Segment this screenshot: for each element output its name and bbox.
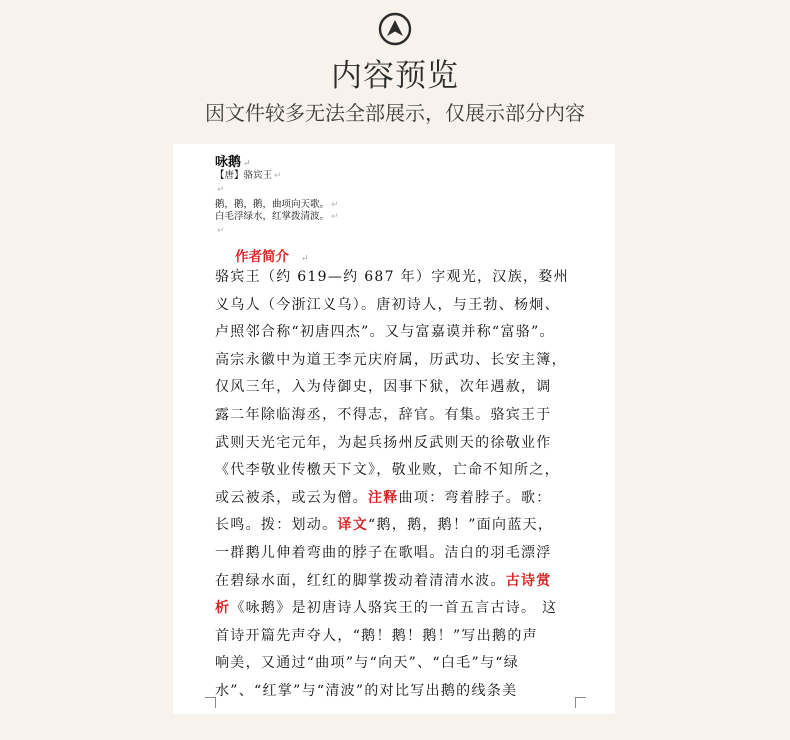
appreciation-label-end: 析: [215, 600, 231, 617]
page-subtitle: 因文件较多无法全部展示，仅展示部分内容: [205, 101, 585, 125]
page-title: 内容预览: [331, 58, 459, 94]
body-line: 响美，又通过“曲项”与“向天”、“白毛”与“绿: [215, 655, 519, 672]
body-line: 或云被杀，或云为僧。注释曲项：弯着脖子。歌：: [215, 489, 552, 506]
body-line: 长鸣。拨：划动。译文“鹅，鹅，鹅！”面向蓝天，: [215, 517, 554, 534]
body-line: 析《咏鹅》是初唐诗人骆宾王的一首五言古诗。 这: [215, 600, 558, 617]
triangle-circle-icon: [378, 12, 412, 46]
blank-line: ↵: [217, 185, 225, 195]
notes-label: 注释: [368, 489, 399, 506]
body-line: 武则天光宅元年，为起兵扬州反武则天的徐敬业作: [215, 434, 552, 451]
body-line: 首诗开篇先声夺人，“鹅！鹅！鹅！”写出鹅的声: [215, 627, 538, 644]
body-line: 在碧绿水面，红红的脚掌拨动着清清水波。古诗赏: [215, 572, 552, 589]
appreciation-label: 古诗赏: [505, 572, 552, 589]
body-line: 一群鹅儿伸着弯曲的脖子在歌唱。洁白的羽毛漂浮: [215, 544, 552, 561]
body-line: 骆宾王（约 619—约 687 年）字观光，汉族，婺州: [215, 269, 569, 285]
document-page[interactable]: [173, 144, 615, 714]
translation-label: 译文: [337, 517, 369, 534]
body-line: 《代李敬业传檄天下文》，敬业败，亡命不知所之，: [215, 462, 560, 479]
poem-line: 白毛浮绿水，红掌拨清波。 ↵: [215, 211, 339, 222]
crop-mark: [205, 697, 216, 708]
section-heading: 作者简介 ↵: [235, 249, 309, 265]
crop-mark: [575, 697, 586, 708]
body-line: 卢照邻合称“初唐四杰”。又与富嘉谟并称“富骆”。: [215, 324, 555, 341]
body-line: 露二年除临海丞，不得志，辞官。有集。骆宾王于: [215, 406, 552, 423]
poem-title: 咏鹅 ↵: [215, 155, 251, 170]
body-line: 义乌人（今浙江义乌）。唐初诗人，与王勃、杨炯、: [215, 296, 560, 313]
blank-line: ↵: [217, 226, 225, 236]
body-line: 高宗永徽中为道王李元庆府属，历武功、长安主簿，: [215, 351, 567, 368]
body-line: 仅风三年，入为侍御史，因事下狱，次年遇赦，调: [215, 379, 552, 396]
poem-line: 鹅，鹅，鹅，曲项向天歌。 ↵: [215, 199, 339, 210]
author-line: 【唐】骆宾王 ↵: [215, 170, 282, 181]
body-text: [215, 264, 603, 706]
body-line: 水”、“红掌”与“清波”的对比写出鹅的线条美: [215, 682, 518, 699]
